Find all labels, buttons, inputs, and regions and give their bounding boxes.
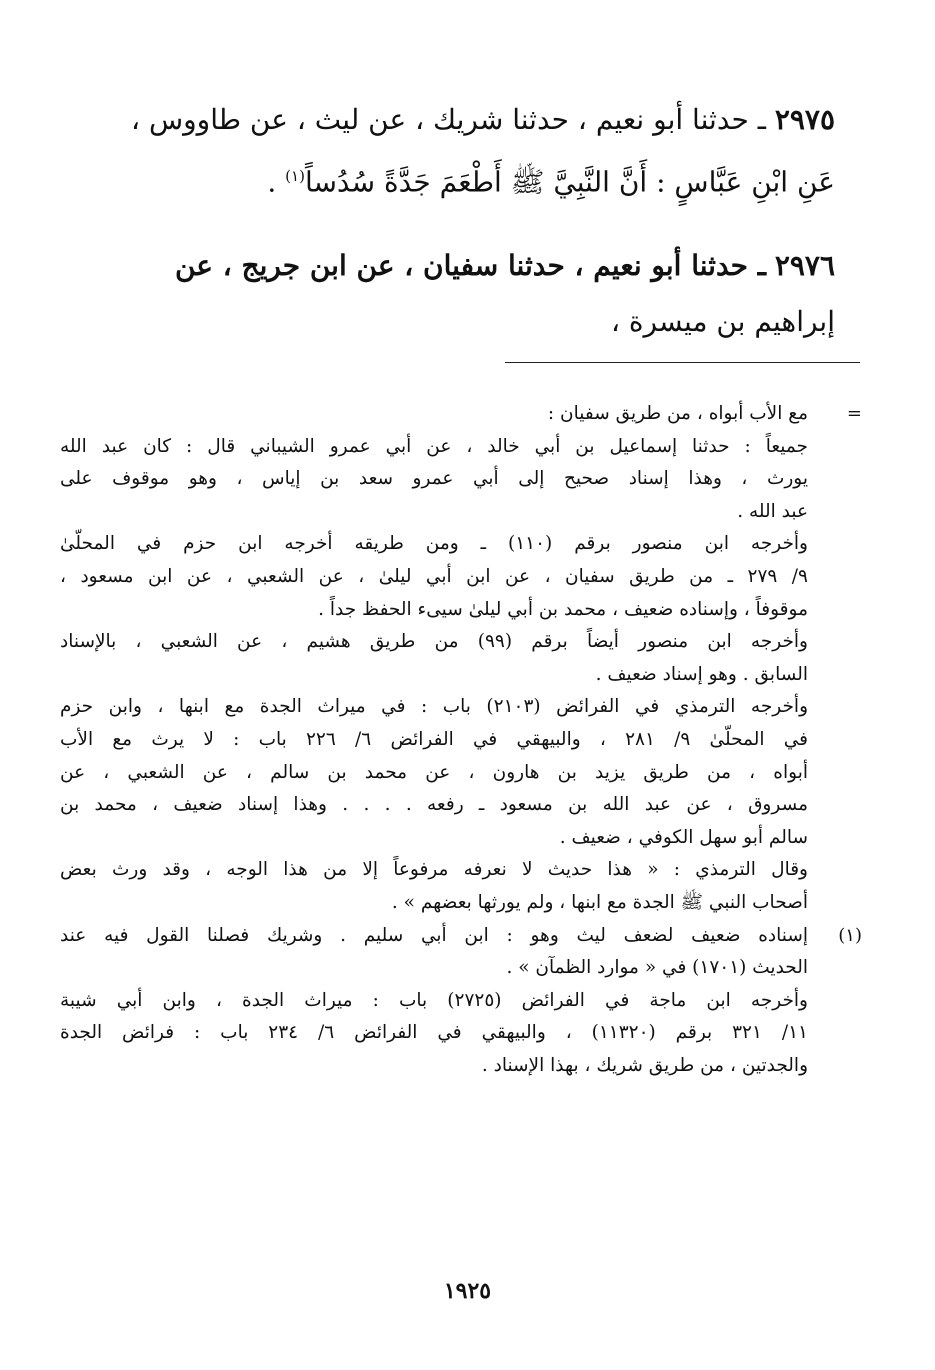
note-line: ١١/ ٣٢١ برقم (١١٣٢٠) ، والبيهقي في الفرائض ٦/ ٢٣٤ باب : فرائض الجدة [60, 1022, 808, 1044]
hadith-2976-line-2: إبراهيم بن ميسرة ، [610, 305, 835, 338]
note-line: ٩/ ٢٧٩ ـ من طريق سفيان ، عن ابن أبي ليلىٰ ، عن الشعبي ، عن ابن مسعود ، [60, 565, 808, 587]
hadith-number: ٢٩٧٦ [774, 249, 835, 282]
footnote-continued [60, 398, 860, 920]
hadith-text: ـ حدثنا أبو نعيم ، حدثنا شريك ، عن ليث ، عن طاووس ، [131, 103, 766, 136]
hadith-text: . [267, 165, 277, 199]
page-number: ١٩٢٥ [443, 1278, 492, 1304]
note-line: وأخرجه ابن منصور أيضاً برقم (٩٩) من طريق هشيم ، عن الشعبي ، بالإسناد [60, 631, 808, 653]
note-line: عبد الله . [737, 500, 808, 522]
note-line: مسروق ، عن عبد الله بن مسعود ـ رفعه . . . . وهذا إسناد ضعيف ، محمد بن [60, 794, 808, 816]
footnote-divider [505, 362, 860, 363]
note-line: يورث ، وهذا إسناد صحيح إلى أبي عمرو سعد بن إياس ، وهو موقوف على [60, 468, 808, 490]
hadith-2975-line-2 [105, 148, 835, 210]
hadith-2975-line-1 [105, 92, 835, 148]
hadith-2976 [105, 238, 835, 350]
note-line: والجدتين ، من طريق شريك ، بهذا الإسناد . [481, 1054, 808, 1076]
note-line: أبواه ، من طريق يزيد بن هارون ، عن محمد بن سالم ، عن الشعبي ، عن [60, 761, 808, 783]
note-line: وقال الترمذي : « هذا حديث لا نعرفه مرفوعاً إلا من هذا الوجه ، وقد ورث بعض [60, 859, 808, 881]
note-line: في المحلّىٰ ٩/ ٢٨١ ، والبيهقي في الفرائض ٦/ ٢٢٦ باب : لا يرث مع الأب [60, 728, 808, 750]
hadith-number: ٢٩٧٥ [774, 103, 835, 136]
footnote-marker: (١) [838, 924, 862, 946]
note-line: وأخرجه ابن ماجة في الفرائض (٢٧٢٥) باب : ميراث الجدة ، وابن أبي شيبة [60, 989, 808, 1011]
footnote-1 [60, 920, 860, 1083]
note-line: سالم أبو سهل الكوفي ، ضعيف . [559, 826, 808, 848]
note-line: إسناده ضعيف لضعف ليث وهو : ابن أبي سليم . وشريك فصلنا القول فيه عند [60, 924, 808, 946]
footnotes [60, 398, 860, 1082]
note-line: مع الأب أبواه ، من طريق سفيان : [547, 403, 808, 424]
footnote-reference[interactable]: (١) [285, 167, 305, 185]
note-line: موقوفاً ، وإسناده ضعيف ، محمد بن أبي ليلىٰ سيىء الحفظ جداً . [318, 598, 808, 620]
hadith-2975 [105, 92, 835, 210]
note-line: وأخرجه الترمذي في الفرائض (٢١٠٣) باب : في ميراث الجدة مع ابنها ، وابن حزم [60, 696, 808, 718]
note-line: الحديث (١٧٠١) في « موارد الظمآن » . [506, 957, 808, 979]
hadith-text: عَنِ ابْنِ عَبَّاسٍ : أَنَّ النَّبِيَّ ﷺ أَطْعَمَ جَدَّةً سُدُساً [304, 165, 835, 199]
note-line: جميعاً : حدثنا إسماعيل بن أبي خالد ، عن أبي عمرو الشيباني قال : كان عبد الله [60, 435, 808, 457]
continuation-marker: = [846, 403, 862, 424]
hadith-text: ـ حدثنا أبو نعيم ، حدثنا سفيان ، عن ابن جريج ، عن [174, 249, 766, 282]
note-line: أصحاب النبي ﷺ الجدة مع ابنها ، ولم يورثها بعضهم » . [391, 891, 808, 913]
note-line: وأخرجه ابن منصور برقم (١١٠) ـ ومن طريقه أخرجه ابن حزم في المحلّىٰ [60, 533, 808, 555]
hadith-2976-line-1 [105, 238, 835, 294]
note-line: السابق . وهو إسناد ضعيف . [595, 663, 808, 685]
